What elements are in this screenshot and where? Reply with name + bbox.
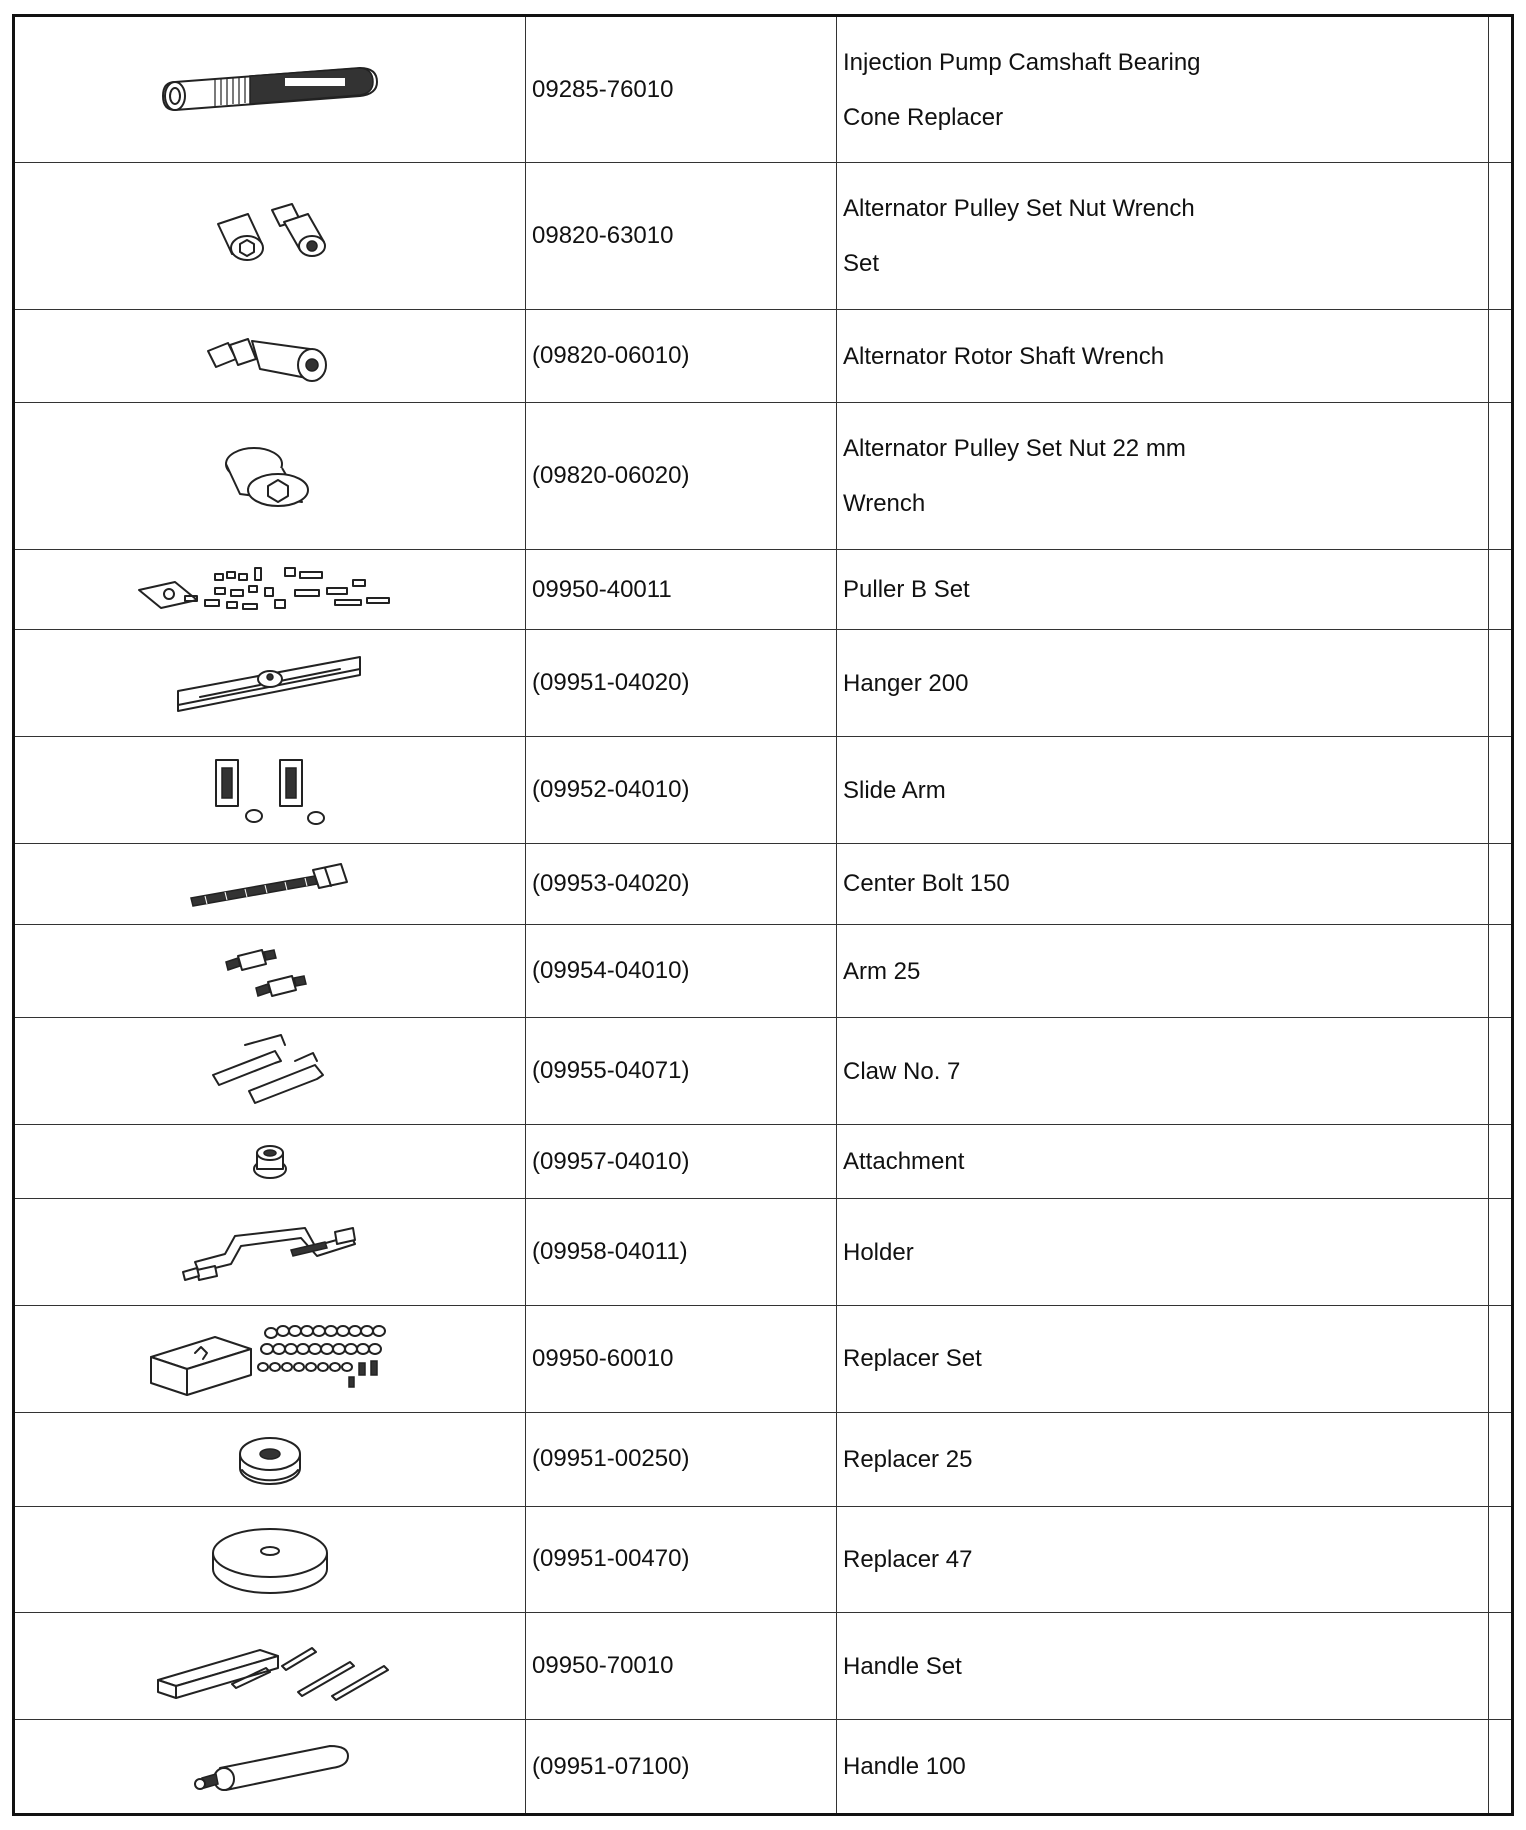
table-row	[15, 1412, 1511, 1506]
table-row	[15, 1125, 1511, 1199]
wrench-set-icon	[200, 196, 340, 276]
tool-name: Holder	[837, 1199, 1489, 1306]
tool-name: Center Bolt 150	[837, 844, 1489, 924]
tool-name: Hanger 200	[837, 630, 1489, 737]
table-row	[15, 1199, 1511, 1306]
table-row	[15, 1506, 1511, 1613]
table-row	[15, 403, 1511, 549]
part-number: 09950-40011	[526, 549, 837, 629]
table-row	[15, 1720, 1511, 1813]
tool-name: Claw No. 7	[837, 1018, 1489, 1125]
part-number: (09951-07100)	[526, 1720, 837, 1813]
tool-name: Attachment	[837, 1125, 1489, 1199]
table-row	[15, 163, 1511, 309]
tool-name: Puller B Set	[837, 549, 1489, 629]
tool-name: Alternator Pulley Set Nut 22 mm Wrench	[837, 403, 1489, 549]
part-number: (09952-04010)	[526, 737, 837, 844]
tool-name: Replacer Set	[837, 1305, 1489, 1412]
tool-name: Slide Arm	[837, 737, 1489, 844]
part-number: 09820-63010	[526, 163, 837, 309]
table-row	[15, 630, 1511, 737]
special-service-tools-table	[15, 17, 1511, 1813]
handle-set-icon	[150, 1626, 390, 1706]
table-row	[15, 1018, 1511, 1125]
table-row	[15, 737, 1511, 844]
replacer-ring-icon	[230, 1424, 310, 1494]
part-number: (09951-00470)	[526, 1506, 837, 1613]
tool-table-sheet	[12, 14, 1514, 1816]
table-row	[15, 309, 1511, 403]
part-number: (09820-06020)	[526, 403, 837, 549]
replacer-disc-icon	[205, 1519, 335, 1599]
part-number: (09820-06010)	[526, 309, 837, 403]
tool-name: Replacer 25	[837, 1412, 1489, 1506]
part-number: (09951-04020)	[526, 630, 837, 737]
tool-name: Injection Pump Camshaft Bearing Cone Replacer	[837, 17, 1489, 163]
slide-arm-icon	[200, 750, 340, 830]
part-number: 09285-76010	[526, 17, 837, 163]
table-row	[15, 1305, 1511, 1412]
tool-name: Handle 100	[837, 1720, 1489, 1813]
tool-name: Alternator Pulley Set Nut Wrench Set	[837, 163, 1489, 309]
claw-icon	[205, 1031, 335, 1111]
tool-name: Arm 25	[837, 924, 1489, 1018]
holder-icon	[175, 1212, 365, 1292]
part-number: 09950-60010	[526, 1305, 837, 1412]
part-number: (09954-04010)	[526, 924, 837, 1018]
table-row	[15, 844, 1511, 924]
part-number: (09957-04010)	[526, 1125, 837, 1199]
table-row	[15, 17, 1511, 163]
part-number: 09950-70010	[526, 1613, 837, 1720]
tool-name: Alternator Rotor Shaft Wrench	[837, 309, 1489, 403]
tool-name: Handle Set	[837, 1613, 1489, 1720]
table-row	[15, 1613, 1511, 1720]
puller-set-icon	[135, 560, 405, 620]
attachment-icon	[245, 1137, 295, 1187]
tool-name: Replacer 47	[837, 1506, 1489, 1613]
hanger-icon	[170, 643, 370, 723]
replacer-set-icon	[145, 1319, 395, 1399]
part-number: (09958-04011)	[526, 1199, 837, 1306]
part-number: (09955-04071)	[526, 1018, 837, 1125]
handle-icon	[180, 1732, 360, 1802]
part-number: (09953-04020)	[526, 844, 837, 924]
rotor-shaft-wrench-icon	[200, 321, 340, 391]
bearing-cone-replacer-icon	[155, 60, 385, 120]
table-row	[15, 549, 1511, 629]
center-bolt-icon	[185, 854, 355, 914]
table-row	[15, 924, 1511, 1018]
socket-wrench-icon	[210, 436, 330, 516]
part-number: (09951-00250)	[526, 1412, 837, 1506]
arm-icon	[220, 936, 320, 1006]
